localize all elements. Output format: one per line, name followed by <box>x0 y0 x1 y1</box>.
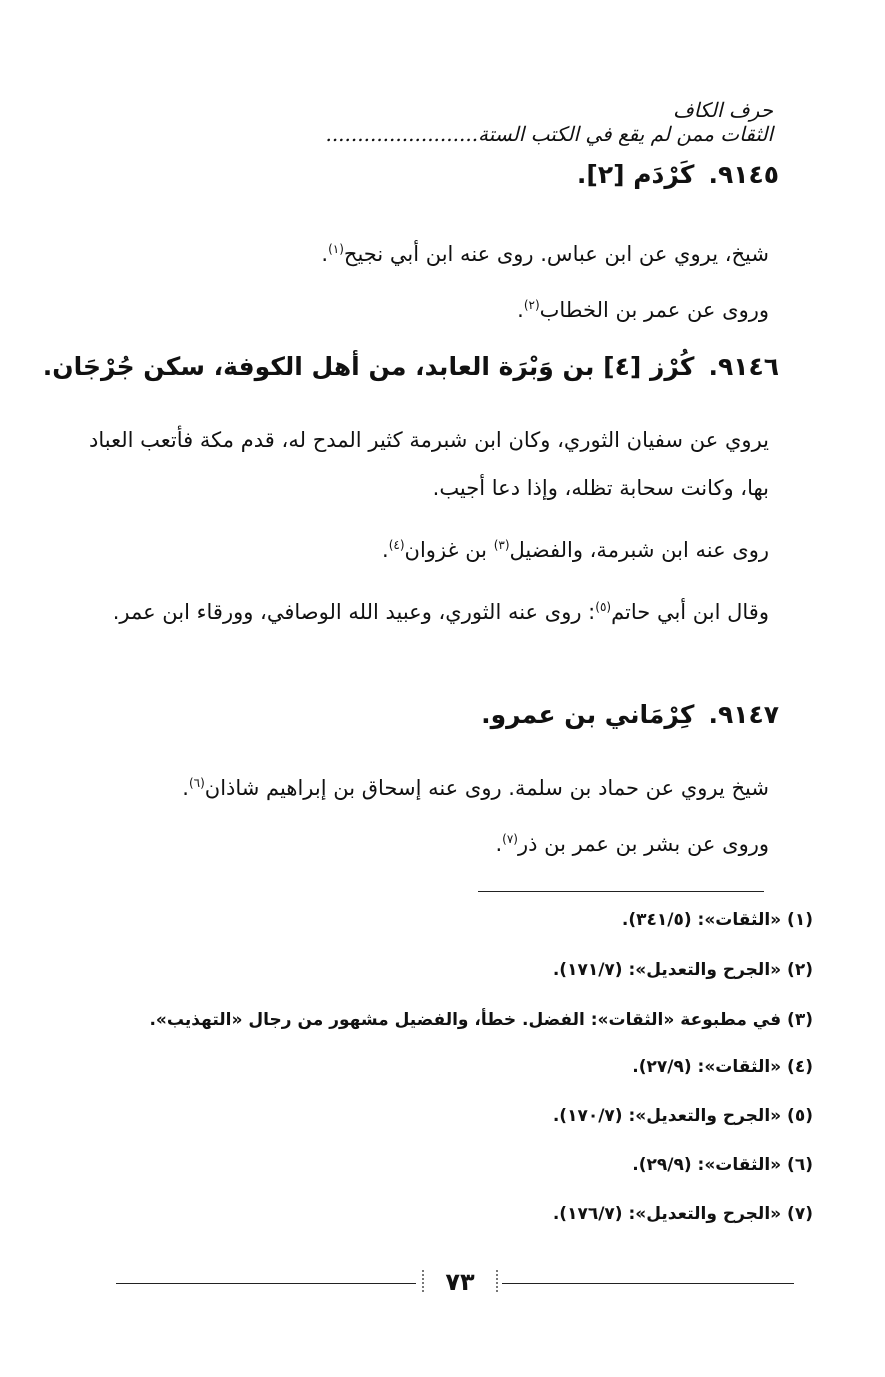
footnote: (٧) «الجرح والتعديل»: (١٧٦/٧). <box>552 1204 813 1224</box>
entry-paragraph <box>89 526 769 574</box>
entry-paragraph <box>89 764 769 812</box>
footnote-ref: (٢) <box>523 298 540 312</box>
page-number: ٧٣ <box>418 1262 502 1302</box>
footnote-ref: (٥) <box>595 600 612 614</box>
paragraph-end: . <box>382 538 389 562</box>
footnote-ref: (١) <box>328 242 344 256</box>
footnote: (٥) «الجرح والتعديل»: (١٧٠/٧). <box>552 1106 813 1126</box>
entry-paragraph <box>89 820 769 868</box>
footnote: (٣) في مطبوعة «الثقات»: الفضل. خطأ، والفضيل مشهور من رجال «التهذيب». <box>149 1010 813 1030</box>
footnote-ref: (٣) <box>493 538 510 552</box>
entry-name: كَرْدَم [٢]. <box>576 160 695 189</box>
header-leader-dots: ........................ <box>325 122 479 146</box>
footnote: (٤) «الثقات»: (٢٧/٩). <box>632 1057 813 1077</box>
paragraph-text: شيخ، يروي عن ابن عباس. روى عنه ابن أبي نجيح <box>343 242 769 266</box>
paragraph-text: وروى عن بشر بن عمر بن ذر <box>517 832 769 856</box>
footnote: (٢) «الجرح والتعديل»: (١٧١/٧). <box>552 960 813 980</box>
running-header <box>103 98 773 158</box>
entry-number: ٩١٤٦. <box>708 352 779 381</box>
entry-heading <box>481 700 779 729</box>
entry-heading <box>577 160 779 189</box>
paragraph-text: وروى عن عمر بن الخطاب <box>539 298 769 322</box>
paragraph-text: وقال ابن أبي حاتم <box>611 600 769 624</box>
entry-paragraph <box>89 230 769 278</box>
paragraph-text: شيخ يروي عن حماد بن سلمة. روى عنه إسحاق بن إبراهيم شاذان <box>204 776 769 800</box>
book-title: الثقات ممن لم يقع في الكتب الستة <box>478 122 773 146</box>
entry-number: ٩١٤٥. <box>708 160 779 189</box>
footnote-separator <box>478 891 764 892</box>
footnote-ref: (٧) <box>502 832 518 846</box>
book-title-line <box>103 122 773 146</box>
paragraph-end: . <box>495 832 503 856</box>
paragraph-text: بن غزوان <box>404 538 494 562</box>
paragraph-text: روى عنه ابن شبرمة، والفضيل <box>509 538 769 562</box>
footnote: (٦) «الثقات»: (٢٩/٩). <box>632 1155 813 1175</box>
footnote-ref: (٦) <box>188 776 205 790</box>
entry-name: كُرْز [٤] بن وَبْرَة العابد، من أهل الكوفة، سكن جُرْجَان. <box>42 352 695 381</box>
entry-heading <box>43 352 779 381</box>
entry-name: كِرْمَاني بن عمرو. <box>481 700 695 729</box>
entry-paragraph <box>89 286 769 334</box>
entry-paragraph <box>89 588 769 636</box>
bottom-rule-right <box>502 1283 794 1284</box>
paragraph-end: . <box>321 242 329 266</box>
bottom-rule-left <box>116 1283 416 1284</box>
entry-paragraph: يروي عن سفيان الثوري، وكان ابن شبرمة كثير المدح له، قدم مكة فأتعب العباد بها، وكانت سحابة تظله، وإذا دعا أجيب. <box>89 428 769 500</box>
entry-number: ٩١٤٧. <box>708 700 779 729</box>
footnote: (١) «الثقات»: (٣٤١/٥). <box>621 910 813 930</box>
footnote-ref: (٤) <box>388 538 405 552</box>
paragraph-end: . <box>182 776 189 800</box>
chapter-title: حرف الكاف <box>672 98 773 122</box>
paragraph-end: . <box>517 298 524 322</box>
paragraph-text: : روى عنه الثوري، وعبيد الله الوصافي، وورقاء ابن عمر. <box>112 600 596 624</box>
